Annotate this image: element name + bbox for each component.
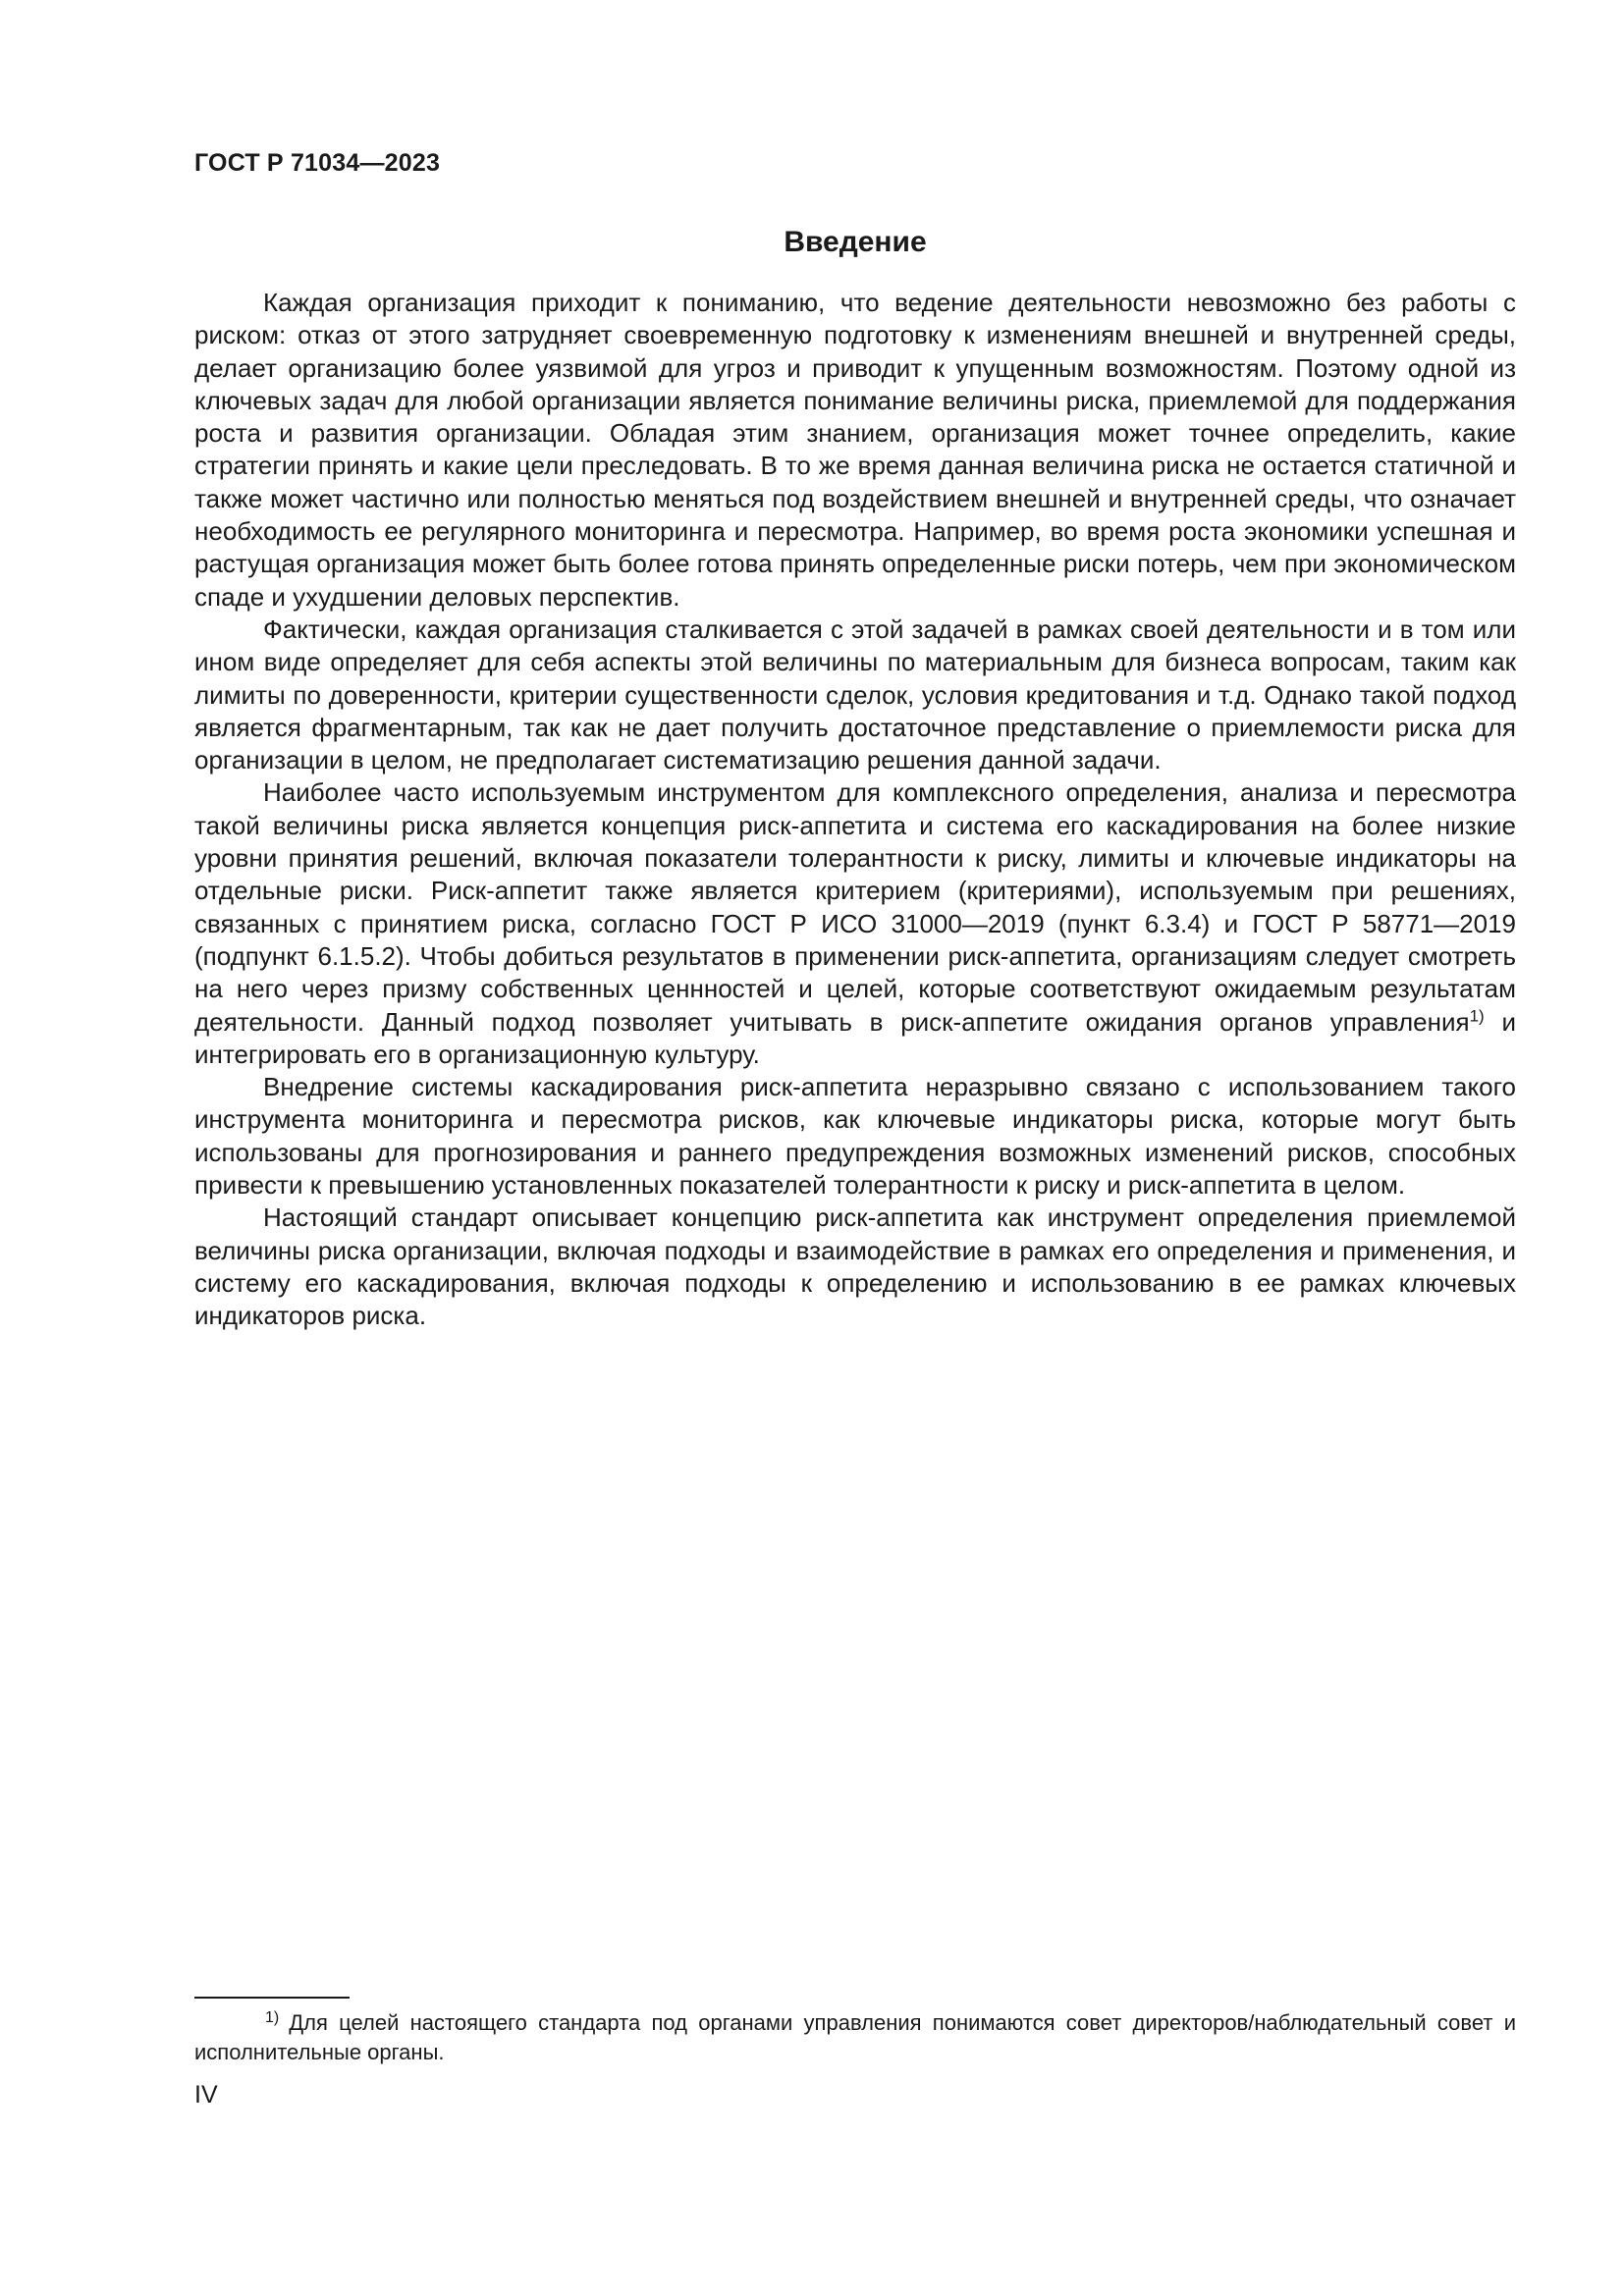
paragraph-3 [194, 776, 1516, 1071]
footnote [194, 2008, 1516, 2067]
paragraph-text: Внедрение системы каскадирования риск-аппетита неразрывно связано с использованием такого инструмента мониторинга и пересмотра рисков, как ключевые индикаторы риска, которые могут быть использованы для прогнозирования и раннего предупреждения возможных изменений рисков, способных привести к превышению установленных показателей толерантности к риску и риск-аппетита в целом. [194, 1072, 1516, 1201]
footnote-reference[interactable]: 1) [1469, 1005, 1485, 1025]
paragraph-4 [194, 1071, 1516, 1201]
paragraph-text: Настоящий стандарт описывает концепцию риск-аппетита как инструмент определения приемлемой величины риска организации, включая подходы и взаимодействие в рамках его определения и применения, и систему его каскадирования, включая подходы к определению и использованию в ее рамках ключевых индикаторов риска. [194, 1202, 1516, 1331]
paragraph-1 [194, 287, 1516, 614]
footnote-mark: 1) [265, 2008, 280, 2026]
body-text [194, 287, 1516, 1333]
footnote-separator [194, 1997, 350, 1999]
paragraph-2 [194, 614, 1516, 776]
section-title: Введение [784, 226, 927, 258]
paragraph-text: Каждая организация приходит к пониманию, что ведение деятельности невозможно без работы с риском: отказ от этого затрудняет своевременную подготовку к изменениям внешней и внутренней среды, делает организацию более уязвимой для угроз и приводит к упущенным возможностям. Поэтому одной из ключевых задач для любой организации является понимание величины риска, приемлемой для поддержания роста и развития организации. Обладая этим знанием, организация может точнее определить, какие стратегии принять и какие цели преследовать. В то же время данная величина риска не остается статичной и также может частично или полностью меняться под воздействием внешней и внутренней среды, что означает необходимость ее регулярного мониторинга и пересмотра. Например, во время роста экономики успешная и растущая организация может быть более готова принять определенные риски потерь, чем при экономическом спаде и ухудшении деловых перспектив. [194, 288, 1516, 612]
footnote-text: Для целей настоящего стандарта под органами управления понимаются совет директоров/наблюдательный совет и исполнительные органы. [194, 2010, 1516, 2064]
paragraph-text: Наиболее часто используемым инструментом для комплексного определения, анализа и пересмотра такой величины риска является концепция риск-аппетита и система его каскадирования на более низкие уровни принятия решений, включая показатели толерантности к риску, лимиты и ключевые индикаторы на отдельные риски. Риск-аппетит также является критерием (критериями), используемым при решениях, связанных с принятием риска, согласно ГОСТ Р ИСО 31000—2019 (пункт 6.3.4) и ГОСТ Р 58771—2019 (подпункт 6.1.5.2). Чтобы добиться результатов в применении риск-аппетита, организациям следует смотреть на него через призму собственных ценнностей и целей, которые соответствуют ожидаемым результатам деятельности. Данный подход позволяет учитывать в риск-аппетите ожидания органов управления [194, 777, 1516, 1037]
paragraph-text-after-footnote: и интегрировать его в организационную культуру. [194, 1006, 1516, 1069]
paragraph-text: Фактически, каждая организация сталкивается с этой задачей в рамках своей деятельности и в том или ином виде определяет для себя аспекты этой величины по материальным для бизнеса вопросам, таким как лимиты по доверенности, критерии существенности сделок, условия кредитования и т.д. Однако такой подход является фрагментарным, так как не дает получить достаточное представление о приемлемости риска для организации в целом, не предполагает систематизацию решения данной задачи. [194, 614, 1516, 775]
paragraph-5 [194, 1201, 1516, 1332]
page-number: IV [194, 2081, 218, 2109]
document-code: ГОСТ Р 71034—2023 [194, 149, 441, 177]
